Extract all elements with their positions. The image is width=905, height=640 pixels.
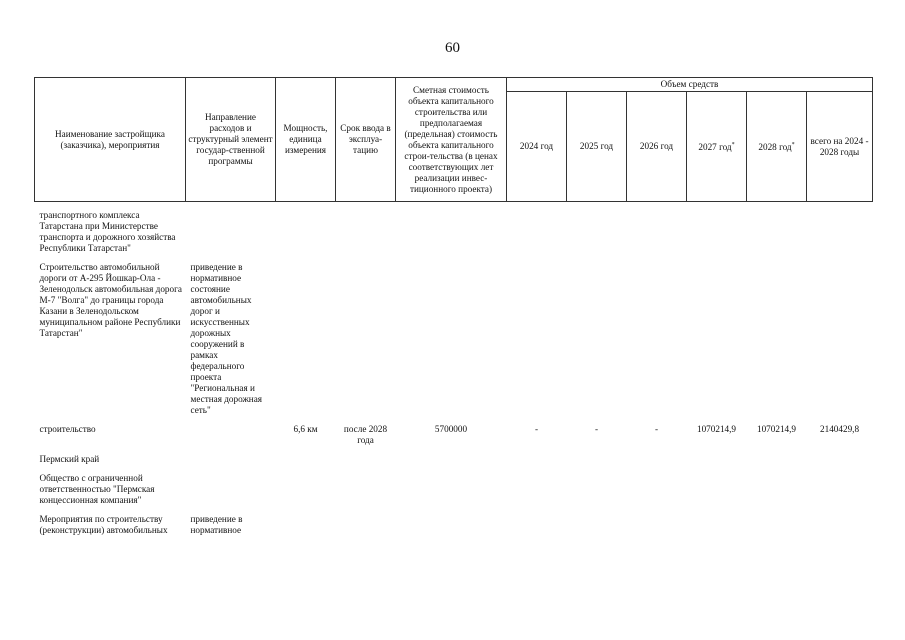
header-2026: 2026 год — [627, 92, 687, 202]
value-2027-cell: 1070214,9 — [696, 424, 737, 434]
table-row — [35, 424, 873, 446]
cost-cell: 5700000 — [434, 424, 468, 434]
header-direction: Направление расходов и структурный элемент государ-ственной программы — [186, 78, 276, 202]
header-name: Наименование застройщика (заказчика), мероприятия — [35, 78, 186, 202]
table-row — [35, 514, 873, 536]
header-capacity: Мощность, единица измерения — [276, 78, 336, 202]
investment-table — [34, 77, 873, 536]
row-name-cell: Строительство автомобильной дороги от А-295 Йошкар-Ола - Зеленодольск автомобильная дорога М-7 "Волга" до границы города Казани в Зеленодольском муниципальном районе Республики Татарстан" — [39, 262, 182, 338]
footnote-mark-2028: * — [791, 141, 795, 148]
row-name-cell: строительство — [39, 424, 96, 434]
header-2027-label: 2027 год — [698, 142, 732, 153]
row-direction-cell: приведение в нормативное состояние автомобильных дорог и искусственных дорожных сооружений в рамках федерального проекта "Региональная и местная дорожная сеть" — [190, 262, 263, 415]
header-term: Срок ввода в эксплуа-тацию — [336, 78, 396, 202]
table-row — [35, 262, 873, 416]
header-2027 — [687, 92, 747, 202]
capacity-cell: 6,6 км — [293, 424, 318, 434]
page-number: 60 — [445, 40, 460, 56]
header-2028 — [747, 92, 807, 202]
header-funds: Объем средств — [507, 78, 873, 92]
header-total: всего на 2024 - 2028 годы — [807, 92, 873, 202]
value-total-cell: 2140429,8 — [820, 424, 860, 434]
value-2026-cell: - — [654, 424, 659, 434]
header-2028-label: 2028 год — [758, 142, 792, 153]
row-name-cell: Мероприятия по строительству (реконструкции) автомобильных — [39, 514, 168, 535]
header-2025: 2025 год — [567, 92, 627, 202]
table-row — [35, 473, 873, 506]
row-name-cell: транспортного комплекса Татарстана при Министерстве транспорта и дорожного хозяйства Республики Татарстан" — [39, 210, 176, 253]
row-direction-cell: приведение в нормативное — [190, 514, 243, 535]
table-row — [35, 454, 873, 465]
table-row — [35, 210, 873, 254]
investment-table-sheet — [34, 77, 872, 536]
header-2024: 2024 год — [507, 92, 567, 202]
header-cost: Сметная стоимость объекта капитального строительства или предполагаемая (предельная) стоимость объекта капитального строи-тельства (в ценах соответствующих лет реализации инвес-тиционного проекта) — [396, 78, 507, 202]
value-2028-cell: 1070214,9 — [756, 424, 797, 434]
value-2024-cell: - — [534, 424, 539, 434]
footnote-mark-2027: * — [731, 141, 735, 148]
term-cell: после 2028 года — [343, 424, 388, 445]
row-name-cell: Общество с ограниченной ответственностью "Пермская концессионная компания" — [39, 473, 155, 505]
value-2025-cell: - — [594, 424, 599, 434]
region-name-cell: Пермский край — [39, 454, 100, 464]
